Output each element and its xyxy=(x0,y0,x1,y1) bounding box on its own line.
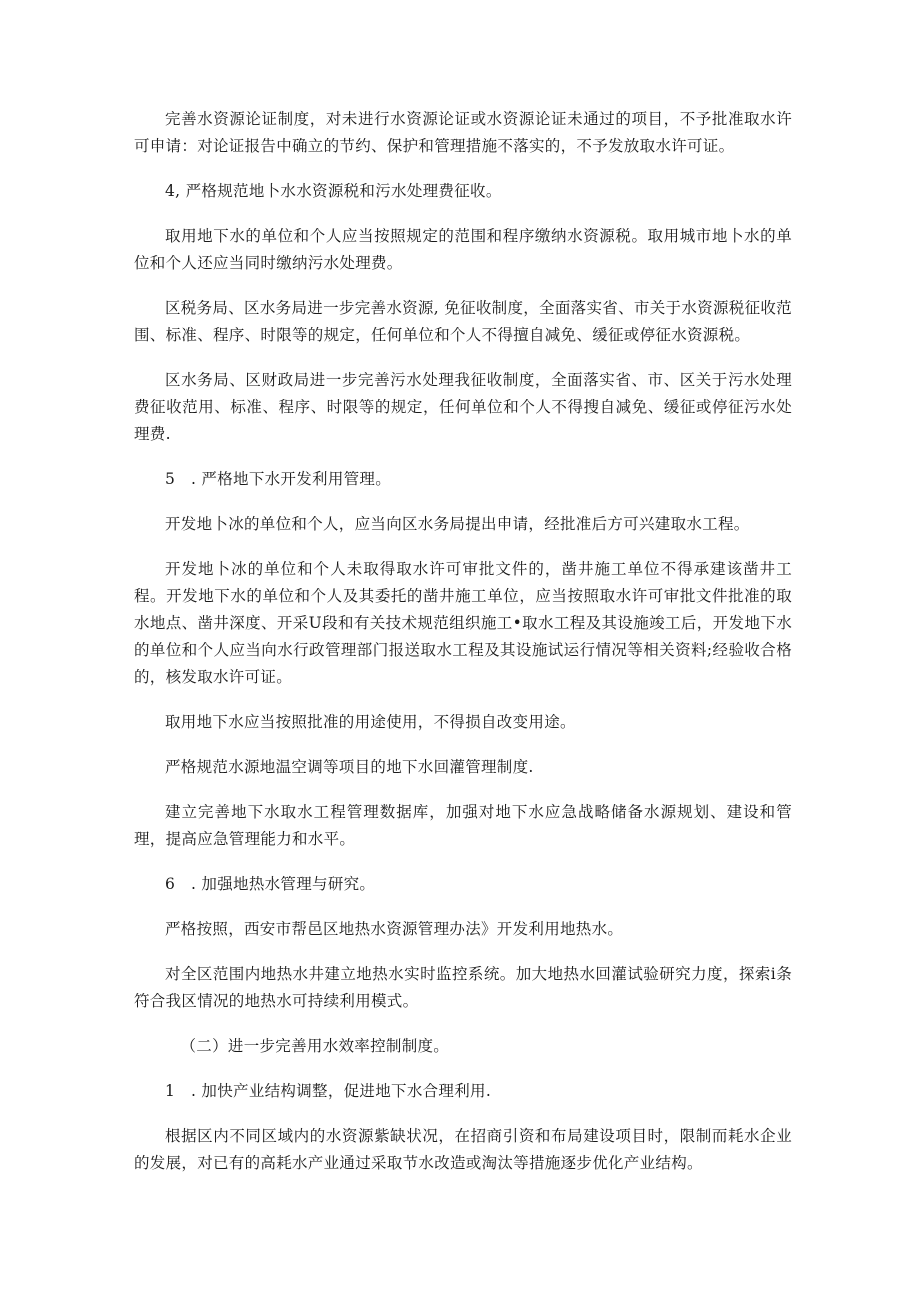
paragraph-usage-purpose: 取用地下水应当按照批准的用途使用，不得损自改变用途。 xyxy=(165,713,576,731)
paragraph-database: 建立完善地下水取水工程管理数据库，加强对地下水应急战略储备水源规划、建设和管理，提高应急管理能力和水平。 xyxy=(134,803,792,848)
paragraph-tax-payment: 取用地下水的单位和个人应当按照规定的范围和程序缴纳水资源税。取用城市地卜水的单位和个人还应当同时缴纳污水处理费。 xyxy=(134,227,792,272)
paragraph-geothermal-monitoring: 对全区范围内地热水井建立地热水实时监控系统。加大地热水回灌试验研究力度，探索i条符合我区情况的地热水可持续利用模式。 xyxy=(134,965,792,1010)
paragraph-sewage-fee: 区水务局、区财政局进一步完善污水处理我征收制度，全面落实省、市、区关于污水处理费征收范用、标准、程序、时限等的规定，任何单位和个人不得搜自减免、缓征或停征污水处理费. xyxy=(134,371,792,443)
paragraph-industry-structure: 根据区内不同区域内的水资源紫缺状况，在招商引资和布局建设项目时，限制而耗水企业的发展，对已有的高耗水产业通过采取节水改造或淘汰等措施逐步优化产业结构。 xyxy=(134,1127,792,1172)
paragraph-tax-bureau: 区税务局、区水务局进一步完善水资源, 免征收制度，全面落实省、市关于水资源税征收范围、标准、程序、时限等的规定，任何单位和个人不得擅自减免、缓征或停征水资源税。 xyxy=(134,299,792,344)
heading-subsection-2: （二）进一步完善用水效率控制制度。 xyxy=(180,1037,450,1055)
paragraph-recharge-management: 严格规范水源地温空调等项目的地下水回灌管理制度. xyxy=(165,758,534,776)
paragraph-water-resource-argument: 完善水资源论证制度，对未进行水资源论证或水资源论证未通过的项目，不予批准取水许可申请：对论证报告中确立的节约、保护和管理措施不落实的，不予发放取水许可证。 xyxy=(134,110,792,155)
paragraph-drilling-approval: 开发地卜冰的单位和个人未取得取水许可审批文件的，凿井施工单位不得承建该凿井工程。开发地下水的单位和个人及其委托的凿井施工单位，应当按照取水许可审批文件批准的取水地点、凿井深度、开采U段和有关技术规范组织施工•取水工程及其设施竣工后，开发地下水的单位和个人应当向水行政管理部门报送取水工程及其设施试运行情况等相关资料;经验收合格的，核发取水许可证。 xyxy=(134,560,792,686)
heading-section-5: 5 . 严格地下水开发利用管理。 xyxy=(165,470,392,488)
paragraph-application: 开发地卜冰的单位和个人，应当向区水务局提出申请，经批准后方可兴建取水工程。 xyxy=(165,515,750,533)
heading-section-4: 4, 严格规范地卜水水资源税和污水处理费征收。 xyxy=(165,182,502,200)
heading-section-6: 6 . 加强地热水管理与研究。 xyxy=(165,875,376,893)
heading-section-1: 1 . 加快产业结构调整，促进地下水合理利用. xyxy=(165,1082,492,1100)
paragraph-geothermal-regulation: 严格按照，西安市帮邑区地热水资源管理办法》开发利用地热水。 xyxy=(165,920,624,938)
